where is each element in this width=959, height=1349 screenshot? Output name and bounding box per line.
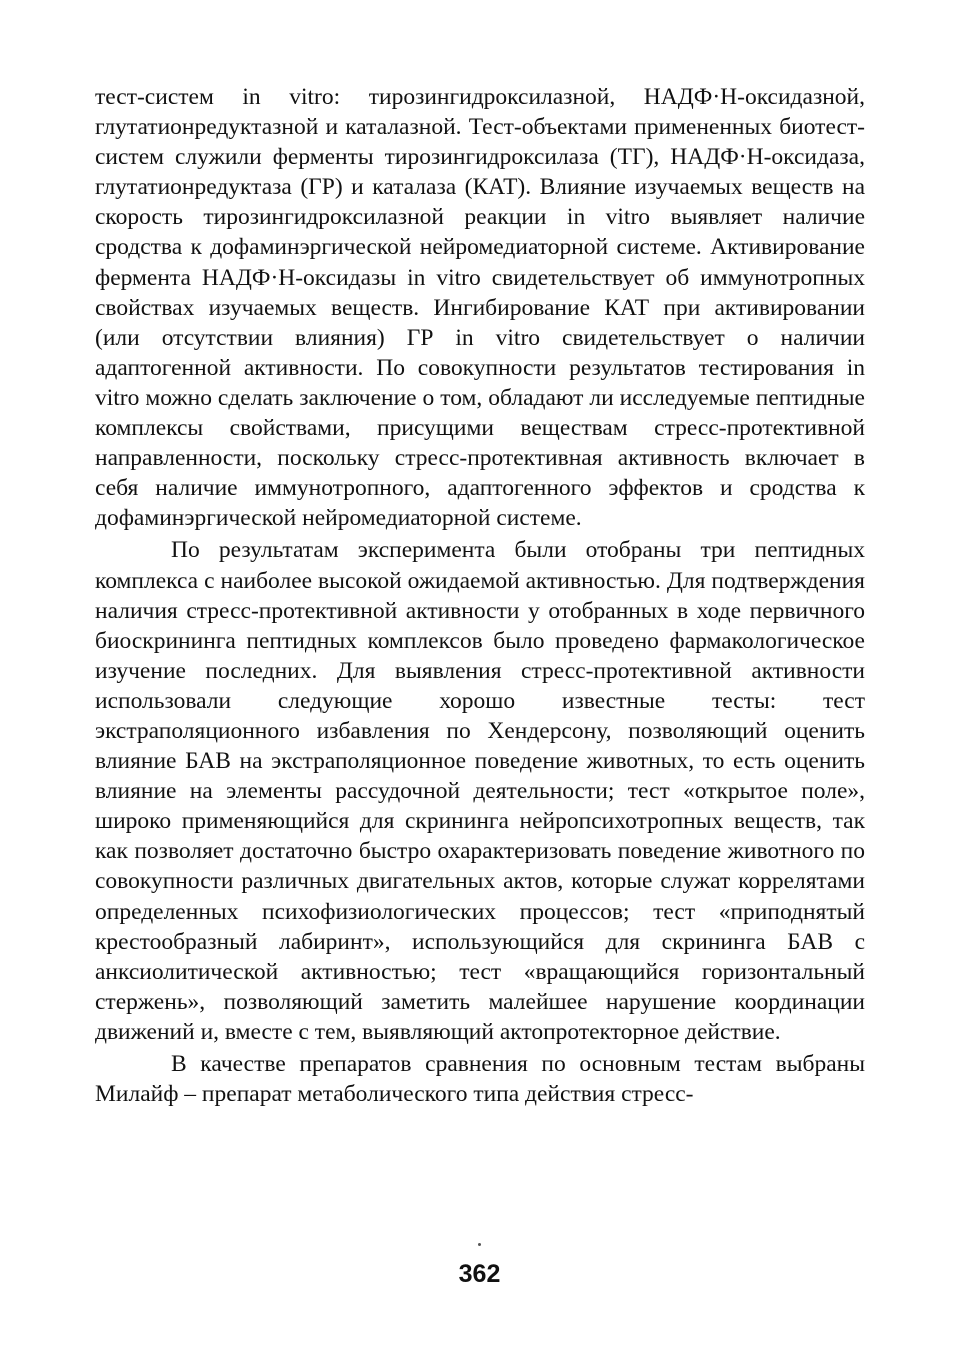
- scan-speck: [478, 1243, 481, 1246]
- paragraph-3: В качестве препаратов сравнения по основным тестам выбраны Милайф – препарат метаболического типа действия стресс-: [95, 1051, 865, 1108]
- paragraph-2: По результатам эксперимента были отобраны три пептидных комплекса с наиболее высокой ожидаемой активностью. Для подтверждения наличия стресс-протективной активности у отобранных в ходе первичного биоскрининга пептидных комплексов было проведено фармакологическое изучение последних. Для выявления стресс-протективной активности использовали следующие хорошо известные тесты: тест экстраполяционного избавления по Хендерсону, позволяющий оценить влияние БАВ на экстраполяционное поведение животных, то есть оценить влияние на элементы рассудочной деятельности; тест «открытое поле», широко применяющийся для скрининга нейропсихотропных веществ, так как позволяет достаточно быстро охарактеризовать поведение животного по совокупности различных двигательных актов, которые служат коррелятами определенных психофизиологических процессов; тест «приподнятый крестообразный лабиринт», использующийся для скрининга БАВ с анксиолитической активностью; тест «вращающийся горизонтальный стержень», позволяющий заметить малейшее нарушение координации движений и, вместе с тем, выявляющий актопротекторное действие.: [95, 537, 865, 1045]
- page-body: [95, 82, 865, 1109]
- page-number: 362: [458, 1260, 501, 1288]
- paragraph-1: тест-систем in vitro: тирозингидроксилазной, НАДФ·Н-оксидазной, глутатионредуктазной и каталазной. Тест-объектами примененных биотест-систем служили ферменты тирозингидроксилаза (ТГ), НАДФ·Н-оксидаза, глутатионредуктаза (ГР) и каталаза (КАТ). Влияние изучаемых веществ на скорость тирозингидроксилазной реакции in vitro выявляет наличие сродства к дофаминэргической нейромедиаторной системе. Активирование фермента НАДФ·Н-оксидазы in vitro свидетельствует об иммунотропных свойствах изучаемых веществ. Ингибирование КАТ при активировании (или отсутствии влияния) ГР in vitro свидетельствует о наличии адаптогенной активности. По совокупности результатов тестирования in vitro можно сделать заключение о том, обладают ли исследуемые пептидные комплексы свойствами, присущими веществам стресс-протективной направленности, поскольку стресс-протективная активность включает в себя наличие иммунотропного, адаптогенного эффектов и сродства к дофаминэргической нейромедиаторной системе.: [95, 84, 865, 532]
